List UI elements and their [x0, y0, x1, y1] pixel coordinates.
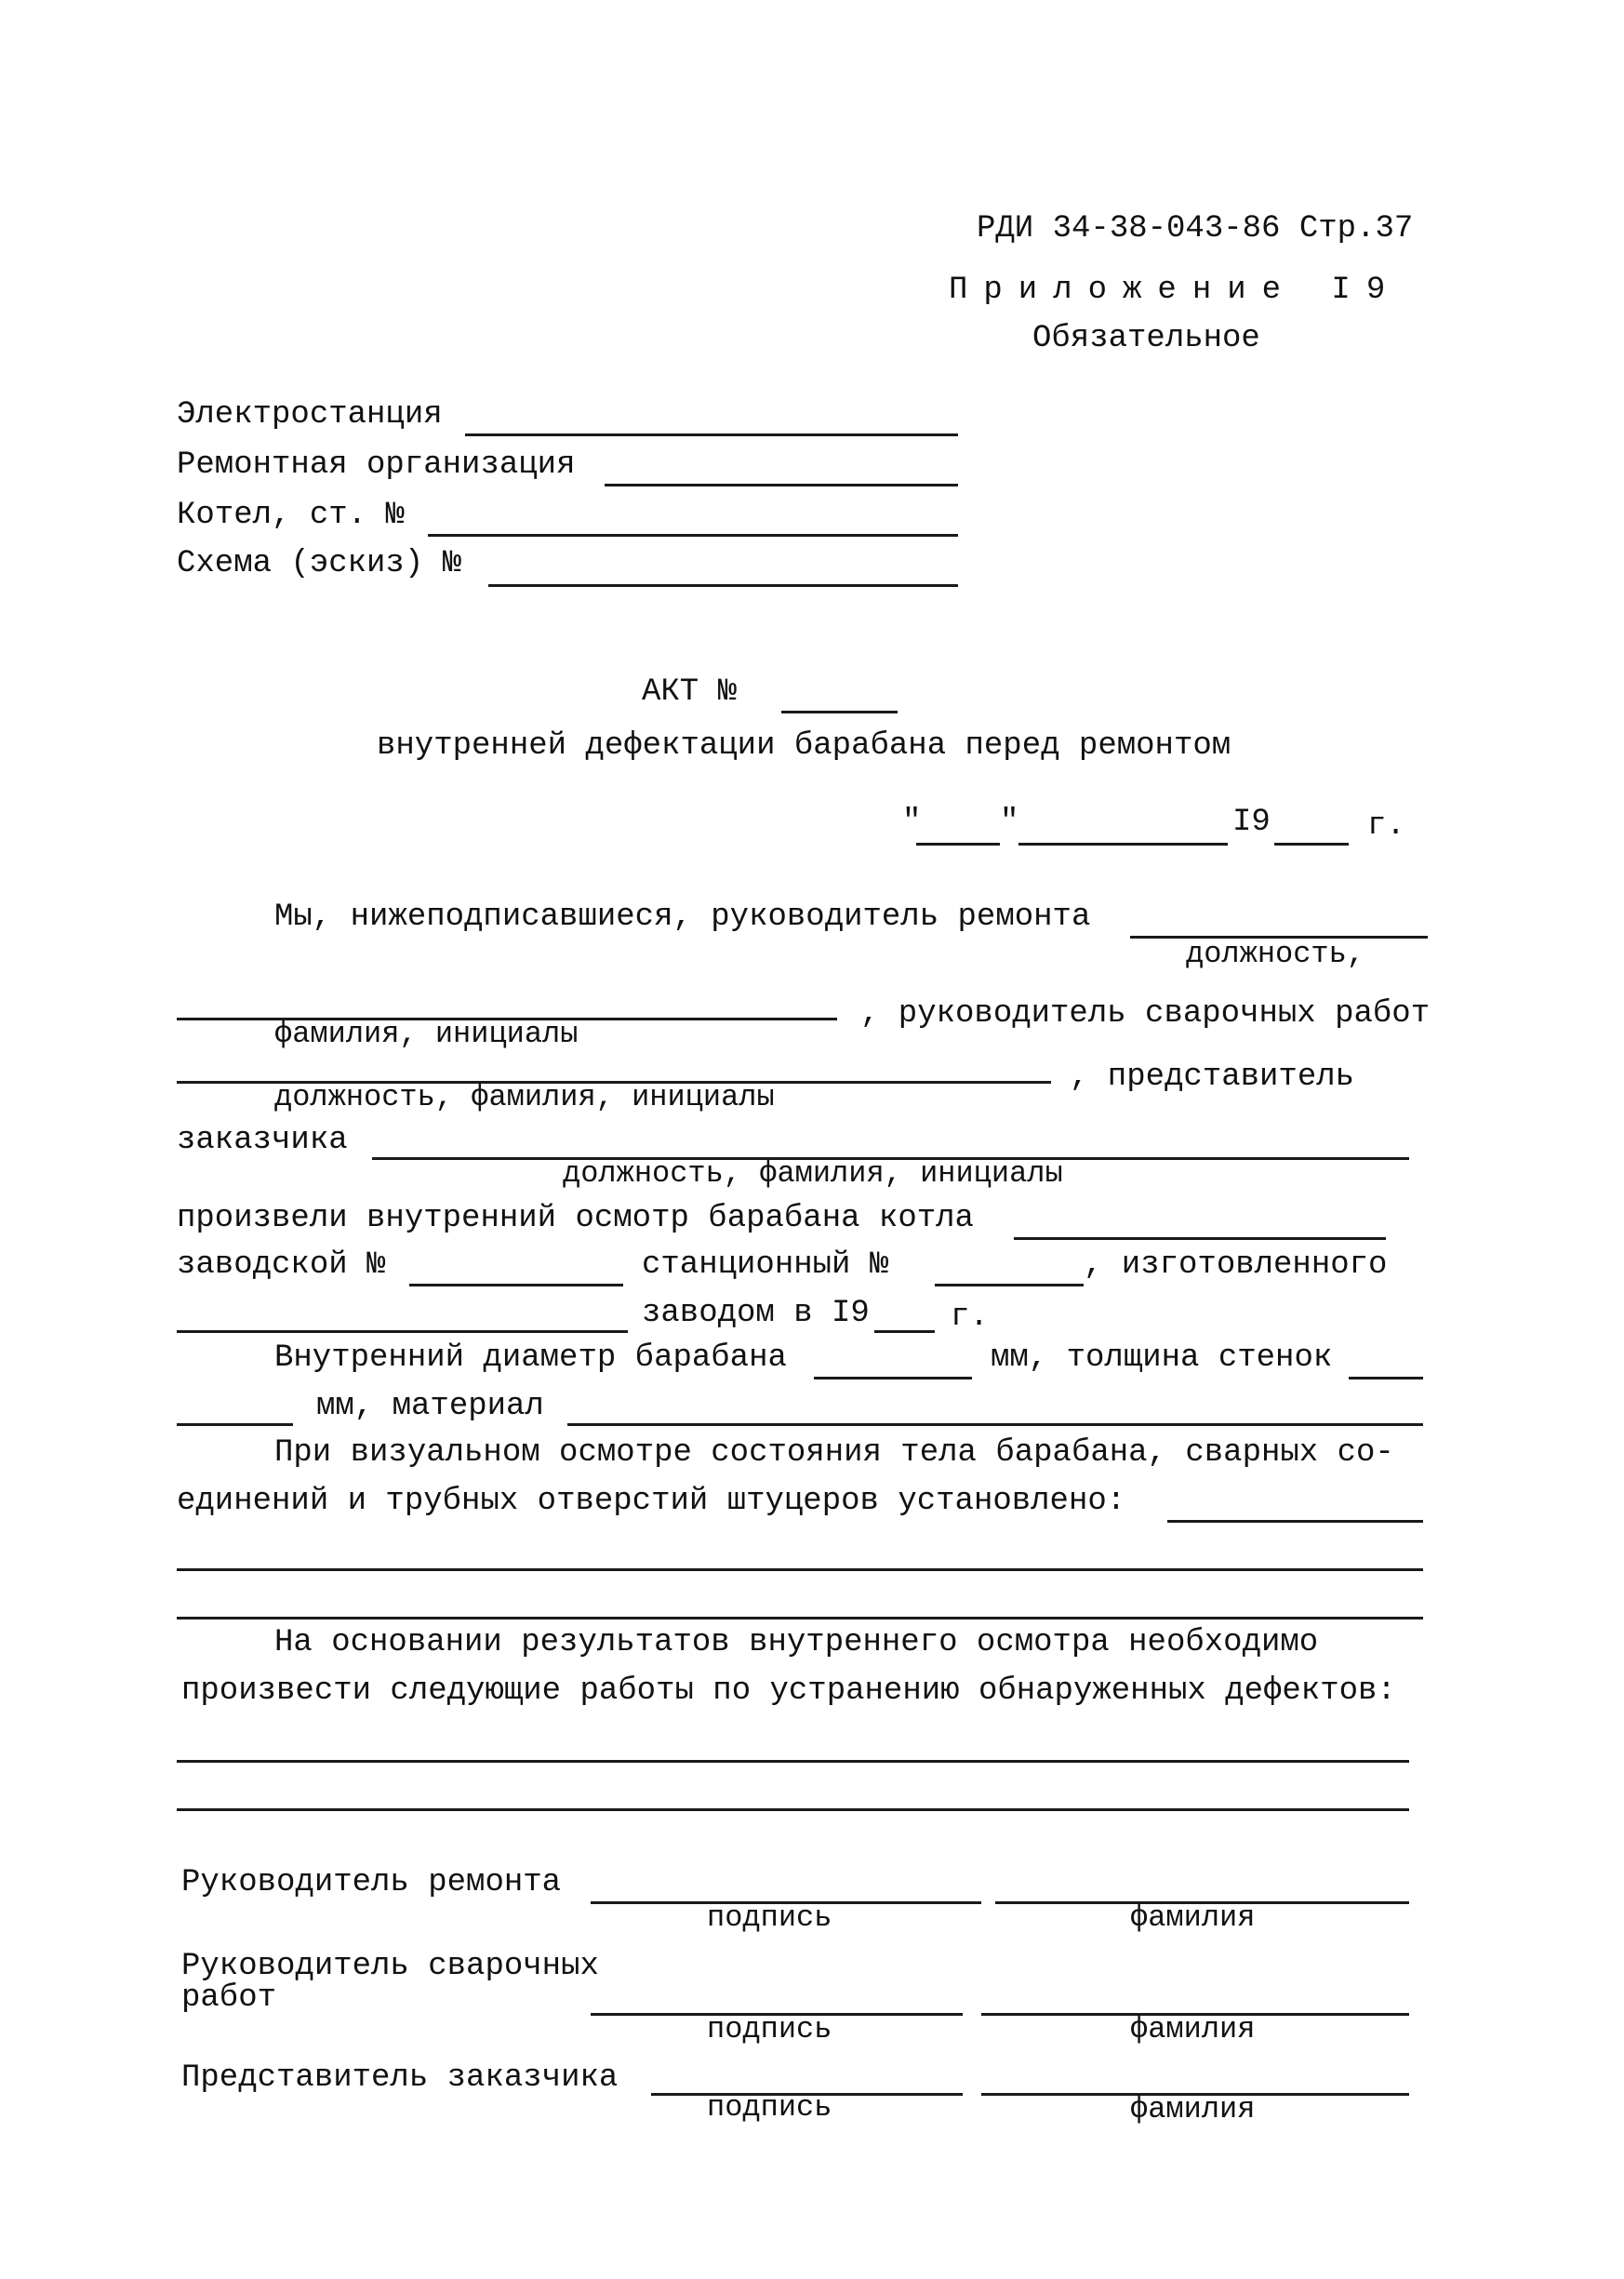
document-reference: РДИ 34-38-043-86 Стр.37: [977, 211, 1414, 247]
plant-year-line: [874, 1330, 935, 1333]
plant-year-text: заводом в I9: [642, 1296, 870, 1331]
act-number-line: [781, 711, 898, 713]
date-month-line: [1018, 843, 1228, 846]
caption-name-initials: фамилия, инициалы: [274, 1017, 579, 1051]
date-day-line: [916, 843, 1000, 846]
caption-surname-2: фамилия: [1130, 2012, 1256, 2046]
inspection-text: произвели внутренний осмотр барабана котла: [177, 1201, 974, 1236]
works-line-2: [177, 1808, 1409, 1811]
repair-org-line: [605, 484, 958, 486]
findings-line-3: [177, 1617, 1423, 1619]
scheme-label: Схема (эскиз) №: [177, 546, 462, 581]
caption-position: должность,: [1186, 937, 1365, 971]
boiler-line: [428, 534, 958, 537]
thickness-line: [1349, 1377, 1423, 1379]
date-quote-close: ": [1000, 805, 1019, 840]
sign-welding-head-label-1: Руководитель сварочных: [181, 1949, 599, 1984]
basis-line-1: На основании результатов внутреннего осмотра необходимо: [274, 1625, 1319, 1660]
mandatory-label: Обязательное: [1032, 321, 1260, 356]
factory-number-line: [409, 1284, 623, 1286]
station-number-label: станционный №: [642, 1247, 889, 1283]
material-line: [567, 1423, 1423, 1426]
manufacturer-line: [177, 1330, 628, 1333]
date-year-suffix: г.: [1367, 808, 1405, 844]
date-year-line: [1274, 843, 1349, 846]
station-label: Электростанция: [177, 397, 443, 433]
sign-repair-head-label: Руководитель ремонта: [181, 1865, 562, 1900]
sign-customer-rep-label: Представитель заказчика: [181, 2060, 619, 2096]
findings-line-2: [177, 1568, 1423, 1571]
factory-number-label: заводской №: [177, 1247, 386, 1283]
caption-surname-3: фамилия: [1130, 2092, 1256, 2126]
welding-head-text: , руководитель сварочных работ: [860, 996, 1431, 1032]
diameter-text: Внутренний диаметр барабана: [274, 1340, 787, 1376]
caption-signature-1: подпись: [707, 1900, 832, 1935]
representative-text: , представитель: [1070, 1060, 1355, 1095]
act-number-label: АКТ №: [642, 674, 738, 710]
station-number-line: [935, 1284, 1084, 1286]
basis-line-2: произвести следующие работы по устранению обнаруженных дефектов:: [181, 1673, 1396, 1709]
act-subtitle: внутренней дефектации барабана перед ремонтом: [377, 728, 1231, 764]
plant-year-suffix: г.: [951, 1299, 989, 1335]
boiler-label: Котел, ст. №: [177, 498, 405, 533]
scheme-line: [488, 584, 958, 587]
diameter-line: [814, 1377, 972, 1379]
appendix-number: Приложение I9: [949, 273, 1402, 308]
findings-line-1: [1167, 1520, 1423, 1523]
visual-inspection-line-2: единений и трубных отверстий штуцеров установлено:: [177, 1484, 1126, 1519]
participants-intro: Мы, нижеподписавшиеся, руководитель ремонта: [274, 900, 1091, 935]
works-line-1: [177, 1760, 1409, 1763]
caption-position-name-initials-1: должность, фамилия, инициалы: [274, 1080, 775, 1114]
caption-signature-2: подпись: [707, 2012, 832, 2046]
repair-org-label: Ремонтная организация: [177, 447, 576, 483]
visual-inspection-line-1: При визуальном осмотре состояния тела барабана, сварных со-: [274, 1435, 1394, 1471]
thickness-value-line: [177, 1423, 293, 1426]
customer-text: заказчика: [177, 1123, 348, 1158]
boiler-type-line: [1014, 1237, 1386, 1240]
caption-position-name-initials-2: должность, фамилия, инициалы: [563, 1156, 1063, 1191]
caption-surname-1: фамилия: [1130, 1900, 1256, 1935]
sign-welding-head-label-2: работ: [181, 1980, 277, 2016]
caption-signature-3: подпись: [707, 2090, 832, 2125]
material-text: мм, материал: [316, 1389, 544, 1424]
station-line: [465, 433, 958, 436]
manufactured-text: , изготовленного: [1084, 1247, 1388, 1283]
thickness-text: мм, толщина стенок: [991, 1340, 1333, 1376]
date-quote-open: ": [902, 805, 922, 840]
date-year-prefix: I9: [1232, 805, 1271, 840]
